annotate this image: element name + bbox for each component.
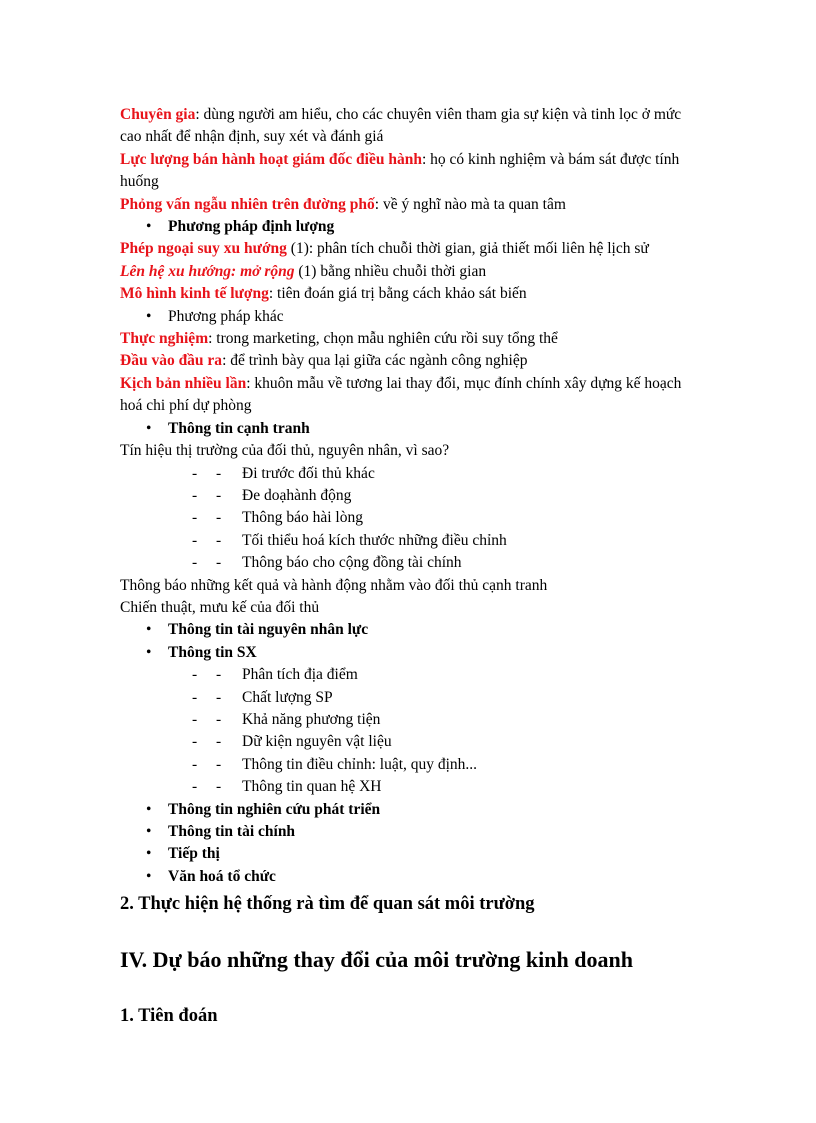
paragraph-thong-bao: Thông báo những kết quả và hành động nhằm vào đối thủ cạnh tranh <box>120 576 548 594</box>
bullet-icon: • <box>146 845 152 863</box>
section-heading-1: 1. Tiên đoán <box>120 1006 218 1027</box>
bullet-heading-tai-chinh: Thông tin tài chính <box>168 823 296 840</box>
dash-item <box>120 507 700 529</box>
definition-text: : dùng người am hiểu, cho các chuyên viên tham gia sự kiện và tinh lọc ở mức cao nhất để nhận định, suy xét và đánh giá <box>120 106 682 146</box>
dash-item <box>120 463 700 485</box>
definition-text: : về ý nghĩ nào mà ta quan tâm <box>374 195 566 213</box>
dash-item-text: Thông tin quan hệ XH <box>242 778 382 796</box>
dash-item-text: Khả năng phương tiện <box>242 710 381 728</box>
definition-text: : tiên đoán giá trị bằng cách khảo sát biến <box>268 285 527 303</box>
bullet-icon: • <box>146 218 152 236</box>
bullet-heading-dinh-luong: Phương pháp định lượng <box>168 218 335 236</box>
dash-icon: - <box>192 733 198 751</box>
dash-item-text: Đi trước đối thủ khác <box>242 464 375 482</box>
dash-item <box>120 485 700 507</box>
dash-icon: - <box>216 778 222 796</box>
bullet-icon: • <box>146 307 152 325</box>
dash-icon: - <box>216 486 222 504</box>
dash-icon: - <box>216 688 222 706</box>
dash-icon: - <box>216 710 222 728</box>
bullet-item <box>120 642 700 664</box>
dash-item <box>120 530 700 552</box>
dash-item-text: Dữ kiện nguyên vật liệu <box>242 733 392 751</box>
bullet-heading-canh-tranh: Thông tin cạnh tranh <box>168 419 310 437</box>
dash-item <box>120 754 700 776</box>
definition-text: (1) bằng nhiều chuỗi thời gian <box>294 262 487 280</box>
paragraph-phong-van <box>120 194 700 216</box>
term-phong-van: Phỏng vấn ngẫu nhiên trên đường phố <box>120 195 375 213</box>
dash-icon: - <box>216 464 222 482</box>
section-heading-2: 2. Thực hiện hệ thống rà tìm để quan sát môi trường <box>120 894 535 915</box>
dash-icon: - <box>192 554 198 572</box>
term-len-he: Lên hệ xu hướng: mở rộng <box>120 262 295 280</box>
dash-item <box>120 664 700 686</box>
dash-icon: - <box>192 531 198 549</box>
dash-item <box>120 776 700 798</box>
dash-icon: - <box>192 755 198 773</box>
document-page <box>120 104 700 1029</box>
dash-icon: - <box>216 733 222 751</box>
term-dau-vao: Đầu vào đầu ra <box>120 352 223 370</box>
bullet-icon: • <box>146 800 152 818</box>
bullet-icon: • <box>146 867 152 885</box>
paragraph-mo-hinh <box>120 283 700 305</box>
bullet-item <box>120 418 700 440</box>
bullet-item <box>120 821 700 843</box>
term-mo-hinh: Mô hình kinh tế lượng <box>120 285 269 303</box>
dash-icon: - <box>192 710 198 728</box>
term-luc-luong: Lực lượng bán hành hoạt giám đốc điều hành <box>120 150 422 168</box>
paragraph-chuyen-gia <box>120 104 700 149</box>
bullet-icon: • <box>146 419 152 437</box>
paragraph-dau-vao <box>120 350 700 372</box>
bullet-item <box>120 866 700 888</box>
bullet-item <box>120 619 700 641</box>
term-thuc-nghiem: Thực nghiệm <box>120 330 209 348</box>
bullet-item <box>120 799 700 821</box>
dash-icon: - <box>216 755 222 773</box>
definition-text: : khuôn mẫu về tương lai thay đổi, mục đính chính xây dựng kế hoạch hoá chi phí dự phòng <box>120 374 682 415</box>
definition-text: (1): phân tích chuỗi thời gian, giả thiết mối liên hệ lịch sử <box>286 240 649 258</box>
dash-item <box>120 731 700 753</box>
term-kich-ban: Kịch bản nhiều lần <box>120 374 247 392</box>
bullet-icon: • <box>146 643 152 661</box>
dash-icon: - <box>192 666 198 684</box>
dash-item-text: Đe doạhành động <box>242 486 352 504</box>
dash-item-text: Thông báo cho cộng đồng tài chính <box>242 554 462 572</box>
paragraph-luc-luong <box>120 149 700 194</box>
bullet-item <box>120 306 700 328</box>
dash-icon: - <box>216 666 222 684</box>
paragraph-chien-thuat: Chiến thuật, mưu kế của đối thủ <box>120 598 320 616</box>
dash-icon: - <box>192 509 198 527</box>
term-ngoai-suy: Phép ngoại suy xu hướng <box>120 240 287 258</box>
definition-text: : họ có kinh nghiệm và bám sát được tính huống <box>120 150 680 191</box>
definition-text: : trong marketing, chọn mẫu nghiên cứu rồi suy tổng thể <box>208 330 558 348</box>
bullet-icon: • <box>146 621 152 639</box>
bullet-item <box>120 216 700 238</box>
dash-item-text: Thông báo hài lòng <box>242 509 363 527</box>
term-chuyen-gia: Chuyên gia <box>120 106 196 123</box>
bullet-icon: • <box>146 823 152 840</box>
dash-icon: - <box>216 554 222 572</box>
dash-icon: - <box>192 688 198 706</box>
bullet-heading-sx: Thông tin SX <box>168 643 257 661</box>
dash-item-text: Phân tích địa điểm <box>242 666 358 684</box>
definition-text: : để trình bày qua lại giữa các ngành công nghiệp <box>222 352 528 370</box>
dash-icon: - <box>192 486 198 504</box>
dash-item-text: Chất lượng SP <box>242 688 333 706</box>
dash-icon: - <box>216 509 222 527</box>
dash-item <box>120 687 700 709</box>
paragraph-tin-hieu: Tín hiệu thị trường của đối thủ, nguyên nhân, vì sao? <box>120 442 450 460</box>
dash-icon: - <box>192 778 198 796</box>
bullet-heading-nghien-cuu: Thông tin nghiên cứu phát triển <box>168 800 381 818</box>
paragraph-kich-ban <box>120 373 700 418</box>
dash-icon: - <box>216 531 222 549</box>
dash-item <box>120 709 700 731</box>
dash-item <box>120 552 700 574</box>
bullet-heading-khac: Phương pháp khác <box>168 307 284 325</box>
bullet-item <box>120 843 700 865</box>
bullet-heading-van-hoa: Văn hoá tổ chức <box>168 867 276 885</box>
chapter-heading-iv: IV. Dự báo những thay đổi của môi trường kinh doanh <box>120 947 633 973</box>
dash-item-text: Thông tin điều chỉnh: luật, quy định... <box>242 755 478 773</box>
dash-icon: - <box>192 464 198 482</box>
bullet-heading-nhan-luc: Thông tin tài nguyên nhân lực <box>168 621 369 639</box>
bullet-heading-tiep-thi: Tiếp thị <box>168 845 220 863</box>
paragraph-ngoai-suy <box>120 238 700 260</box>
paragraph-len-he <box>120 261 700 283</box>
dash-item-text: Tối thiểu hoá kích thước những điều chỉnh <box>242 531 507 549</box>
paragraph-thuc-nghiem <box>120 328 700 350</box>
